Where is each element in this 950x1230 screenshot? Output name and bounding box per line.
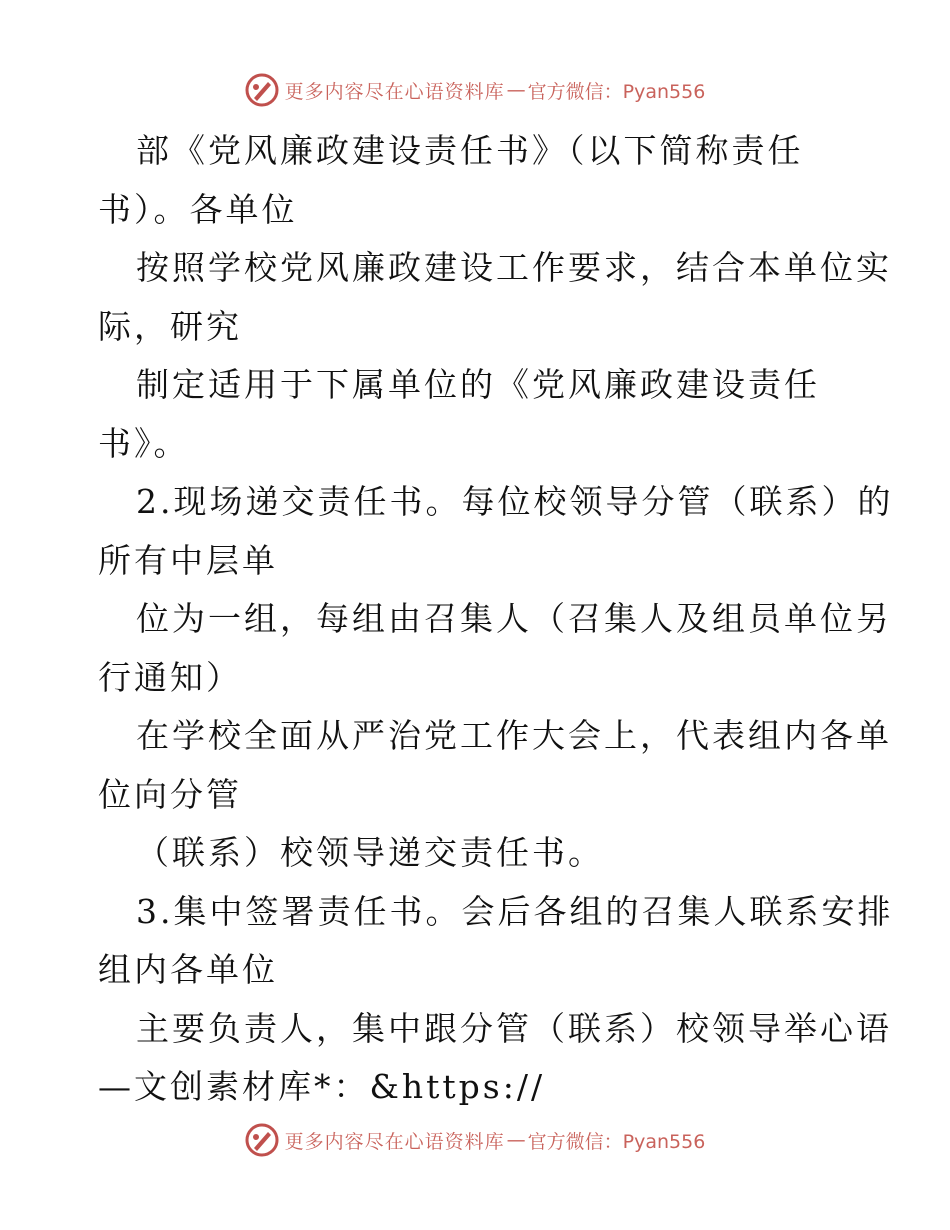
text-line: 组内各单位 bbox=[98, 950, 278, 989]
text-line: 在学校全面从严治党工作大会上，代表组内各单 bbox=[136, 716, 892, 755]
text-line: 书）。各单位 bbox=[98, 189, 298, 229]
text-line: 书》。 bbox=[98, 423, 190, 463]
text-line: —文创素材库*：&https:// bbox=[98, 1067, 546, 1106]
text-line: 制定适用于下属单位的《党风廉政建设责任 bbox=[136, 365, 820, 404]
banner-dash: — bbox=[506, 79, 526, 101]
text-line: 际，研究 bbox=[98, 306, 242, 346]
banner-text: 更多内容尽在心语资料库 bbox=[284, 80, 505, 103]
text-line: 部《党风廉政建设责任书》（以下简称责任 bbox=[136, 131, 804, 170]
banner-contact: 官方微信：Pyan556 bbox=[527, 80, 706, 103]
text-line: 3.集中签署责任书。会后各组的召集人联系安排 bbox=[136, 891, 894, 931]
banner-dash: — bbox=[506, 1129, 526, 1151]
text-line: 位向分管 bbox=[98, 774, 242, 814]
header-banner bbox=[0, 70, 950, 110]
document-body bbox=[98, 122, 894, 1117]
pen-logo-icon bbox=[245, 1123, 279, 1157]
text-line: 按照学校党风廉政建设工作要求，结合本单位实 bbox=[136, 248, 892, 287]
banner-contact: 官方微信：Pyan556 bbox=[527, 1130, 706, 1153]
text-line: 2.现场递交责任书。每位校领导分管（联系）的 bbox=[136, 482, 894, 521]
footer-banner bbox=[0, 1120, 950, 1160]
text-line: 主要负责人，集中跟分管（联系）校领导举心语 bbox=[136, 1008, 892, 1048]
text-line: 所有中层单 bbox=[98, 540, 278, 580]
text-line: 位为一组，每组由召集人（召集人及组员单位另 bbox=[136, 599, 892, 638]
pen-logo-icon bbox=[245, 73, 279, 107]
text-line: （联系）校领导递交责任书。 bbox=[136, 833, 604, 872]
banner-text: 更多内容尽在心语资料库 bbox=[284, 1130, 505, 1153]
text-line: 行通知） bbox=[98, 657, 242, 697]
